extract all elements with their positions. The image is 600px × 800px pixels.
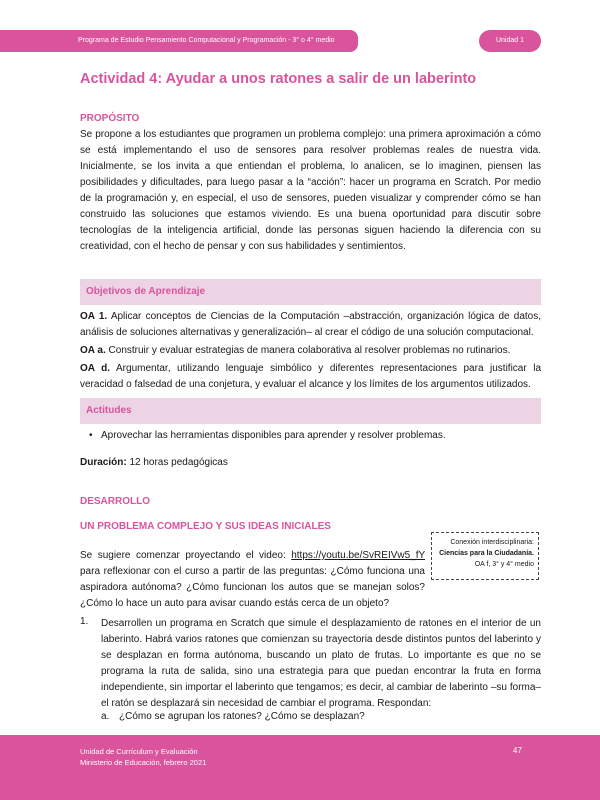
sub-question: ¿Cómo se agrupan los ratones? ¿Cómo se desplazan? [119,711,365,722]
objective-oa1 [80,309,541,341]
connection-title: Conexión interdisciplinaria: [450,539,534,546]
step-text: Desarrollen un programa en Scratch que simule el desplazamiento de ratones en el interior de un laberinto. Habrá varios ratones que comienzan su trayectoria desde distintos puntos del laberinto y se desplazan en forma autónoma, buscando un plato de frutas. Lo importante es que no se programa la ruta de salida, sino una estrategia para que puedan encontrar la fruta en forma independiente, sin importar el laberinto que tengamos; es decir, al cambiar de laberinto –su forma– el ratón se desplazará sin necesidad de cambiar el programa. Respondan: [101,618,541,709]
intro-questions: para reflexionar con el curso a partir de las preguntas: ¿Cómo funciona una aspiradora autónoma? ¿Cómo funcionan los autos que se manejan solos? ¿Cómo lo hace un auto para avisar cuando estás cerca de un objeto? [80,566,425,609]
sub-letter: a. [101,711,110,722]
connection-oa: OA f, 3° y 4° medio [474,561,534,568]
objective-code: OA a. [80,345,106,356]
objective-oad [80,361,541,393]
interdisciplinary-connection-box [431,532,539,580]
objective-oaa [80,343,541,359]
unit-badge: Unidad 1 [479,30,541,52]
duration-label: Duración: [80,457,127,468]
objective-text: Aplicar conceptos de Ciencias de la Computación –abstracción, organización lógica de datos, análisis de soluciones alternativas y generalización– al crear el código de una solución computacional. [80,311,542,338]
connection-subject: Ciencias para la Ciudadanía. [439,550,534,557]
footer-line1: Unidad de Currículum y Evaluación [80,747,198,756]
footer [0,735,600,800]
purpose-paragraph: Se propone a los estudiantes que programen un problema complejo: una primera aproximación a cómo se está implementando el uso de sensores para resolver problemas reales de nuestra vida. Inicialmente, se los invita a que entiendan el problema, lo analicen, se lo imaginen, piensen las posibilidades y dificultades, para luego pasar a la “acción”: hacer un programa en Scratch. Por medio de la programación y, en especial, el uso de sensores, pueden visualizar y comprender cómo se han construido las soluciones que estamos viviendo. Es una buena oportunidad para discutir sobre tecnologías de la inteligencia artificial, donde las personas siguen haciendo la diferencia con su creatividad, con el hecho de pensar y con sus habilidades y sentimientos. [80,129,541,252]
page-title: Actividad 4: Ayudar a unos ratones a salir de un laberinto [80,71,477,87]
program-header: Programa de Estudio Pensamiento Computacional y Programación - 3° o 4° medio [66,30,358,52]
bullet-marker: • [89,430,93,441]
objectives-heading: Objetivos de Aprendizaje [86,286,206,297]
page-number: 47 [513,746,522,755]
development-intro [80,548,425,612]
duration-value: 12 horas pedagógicas [129,457,228,468]
development-subheading: UN PROBLEMA COMPLEJO Y SUS IDEAS INICIALES [80,521,331,532]
purpose-heading: PROPÓSITO [80,113,140,124]
objective-text: Construir y evaluar estrategias de manera colaborativa al resolver problemas no rutinarios. [108,345,511,356]
duration [80,455,541,471]
objective-code: OA d. [80,363,111,374]
attitudes-heading: Actitudes [86,405,132,416]
development-heading: DESARROLLO [80,496,150,507]
objective-text: Argumentar, utilizando lenguaje simbólico y diferentes representaciones para justificar la veracidad o falsedad de una conjetura, y evaluar el alcance y los límites de los argumentos utilizados. [80,363,541,390]
attitudes-band [80,398,541,424]
footer-credits [80,746,206,768]
step-number: 1. [80,616,89,627]
header-accent-strip [0,30,66,52]
intro-text: Se sugiere comenzar proyectando el video: [80,550,292,561]
objectives-band [80,279,541,305]
attitude-item: Aprovechar las herramientas disponibles para aprender y resolver problemas. [101,430,446,441]
footer-line2: Ministerio de Educación, febrero 2021 [80,758,207,767]
objective-code: OA 1. [80,311,108,322]
video-link[interactable]: https://youtu.be/SvREIVw5_fY [291,550,425,561]
